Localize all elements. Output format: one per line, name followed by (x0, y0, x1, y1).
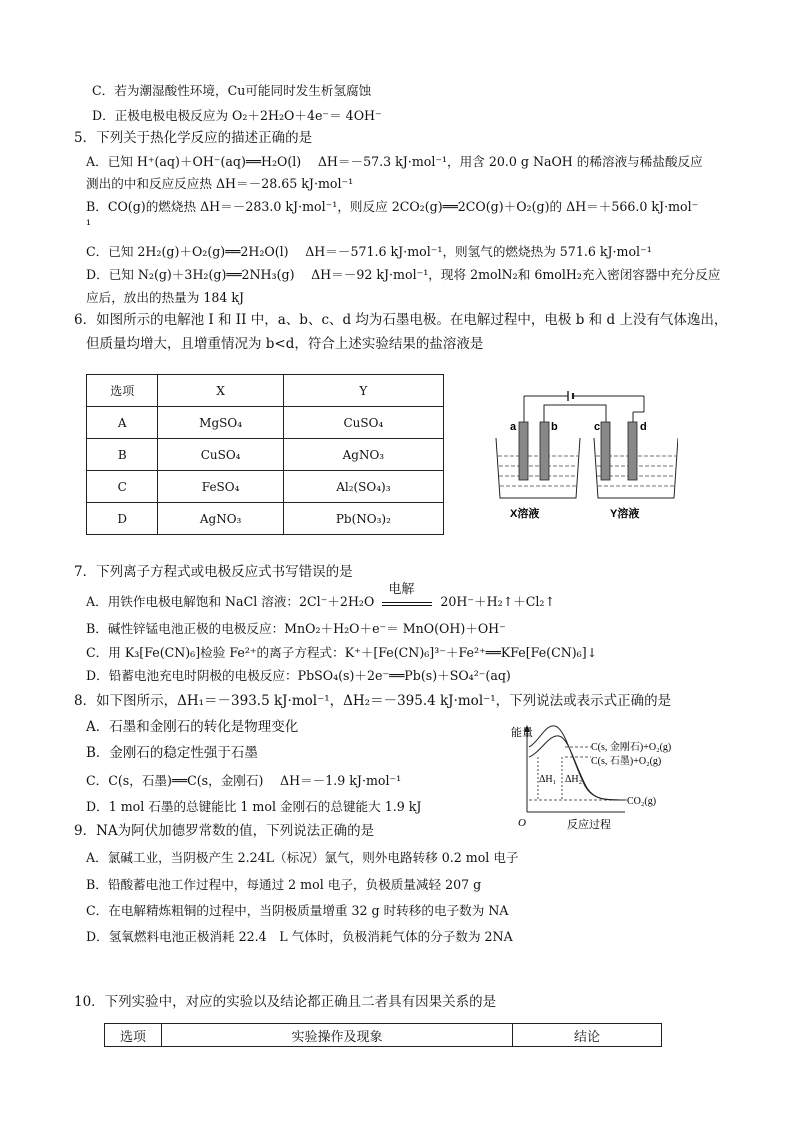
table-header-cell: 选项 (87, 375, 158, 407)
table-header-cell: 实验操作及现象 (162, 1024, 513, 1047)
table-row (87, 503, 444, 535)
electrolysis-cells-figure (488, 390, 678, 525)
q4-option-d: D．正极电极电极反应为 O₂＋2H₂O＋4e⁻＝ 4OH⁻ (92, 108, 382, 123)
table-header-cell: 选项 (105, 1024, 162, 1047)
dh2-label: ΔH₂ (565, 774, 583, 785)
table-cell: C (87, 471, 158, 503)
q8-option-c: C．C(s，石墨)══C(s，金刚石) ΔH＝－1.9 kJ·mol⁻¹ (86, 773, 402, 788)
q7-stem: 7．下列离子方程式或电极反应式书写错误的是 (74, 564, 353, 580)
table-cell: AgNO₃ (158, 503, 283, 535)
table-row (87, 471, 444, 503)
electrode-c (601, 422, 610, 480)
table-header-cell: X (158, 375, 283, 407)
electrode-c-label: c (594, 421, 601, 433)
energy-diagram (505, 722, 705, 832)
level3-label: CO₂(g) (627, 796, 657, 807)
q7-option-a (86, 582, 556, 610)
q5-option-d-line1: D．已知 N₂(g)＋3H₂(g)══2NH₃(g) ΔH＝－92 kJ·mol⁻¹，现将 2molN₂和 6molH₂充入密闭容器中充分反应 (86, 267, 721, 282)
q7-option-c: C．用 K₃[Fe(CN)₆]检验 Fe²⁺的离子方程式：K⁺＋[Fe(CN)₆]³⁻＋Fe²⁺══KFe[Fe(CN)₆]↓ (86, 645, 598, 660)
table-header-cell: Y (283, 375, 443, 407)
q7-a-left: A．用铁作电极电解饱和 NaCl 溶液：2Cl⁻＋2H₂O (86, 594, 375, 609)
q7-a-right: 20H⁻＋H₂↑＋Cl₂↑ (440, 594, 556, 609)
q5-option-d-line2: 应后，放出的热量为 184 kJ (86, 290, 245, 305)
q10-table (104, 1023, 662, 1047)
q7-option-b: B．碱性锌锰电池正极的电极反应：MnO₂＋H₂O＋e⁻＝ MnO(OH)＋OH⁻ (86, 621, 506, 636)
electrode-a-label: a (510, 421, 517, 433)
table-cell: D (87, 503, 158, 535)
q4-option-c: C．若为潮湿酸性环境，Cu可能同时发生析氢腐蚀 (92, 83, 372, 98)
q8-stem: 8．如下图所示，ΔH₁＝－393.5 kJ·mol⁻¹，ΔH₂＝－395.4 kJ·mol⁻¹，下列说法或表示式正确的是 (74, 693, 672, 709)
table-header-cell: 结论 (513, 1024, 662, 1047)
q8-option-a: A．石墨和金刚石的转化是物理变化 (86, 719, 299, 735)
q6-stem-line1: 6．如图所示的电解池 I 和 II 中，a、b、c、d 均为石墨电极。在电解过程中，电极 b 和 d 上没有气体逸出， (74, 312, 728, 328)
q5-stem: 5．下列关于热化学反应的描述正确的是 (74, 130, 313, 146)
table-cell: B (87, 439, 158, 471)
q9-option-c: C．在电解精炼粗铜的过程中，当阴极质量增重 32 g 时转移的电子数为 NA (86, 903, 509, 918)
electrolysis-arrow (382, 582, 432, 606)
q5-option-b-line1: B．CO(g)的燃烧热 ΔH＝－283.0 kJ·mol⁻¹，则反应 2CO₂(g)══2CO(g)＋O₂(g)的 ΔH＝＋566.0 kJ·mol⁻ (86, 199, 699, 214)
table-header-row (87, 375, 444, 407)
condition-label: 电解 (388, 582, 415, 597)
table-cell: Pb(NO₃)₂ (283, 503, 443, 535)
y-axis-label: 能量 (511, 727, 533, 739)
solution-x (498, 456, 578, 486)
table-cell: FeSO₄ (158, 471, 283, 503)
dh1-label: ΔH₁ (539, 774, 557, 785)
level2-label: C(s, 石墨)+O₂(g) (591, 756, 662, 767)
beaker-x (496, 438, 580, 498)
q8-option-d: D．1 mol 石墨的总键能比 1 mol 金刚石的总键能大 1.9 kJ (86, 799, 422, 814)
q5-option-a-line2: 测出的中和反应反应热 ΔH＝－28.65 kJ·mol⁻¹ (86, 176, 354, 191)
q6-options-table (86, 374, 444, 535)
q6-stem-line2: 但质量均增大，且增重情况为 b<d，符合上述实验结果的盐溶液是 (86, 336, 484, 352)
electrode-b (540, 422, 549, 480)
table-cell: CuSO₄ (283, 407, 443, 439)
table-cell: Al₂(SO₄)₃ (283, 471, 443, 503)
q10-stem: 10．下列实验中，对应的实验以及结论都正确且二者具有因果关系的是 (74, 994, 497, 1010)
q5-option-a-line1: A．已知 H⁺(aq)＋OH⁻(aq)══H₂O(l) ΔH＝－57.3 kJ·mol⁻¹，用含 20.0 g NaOH 的稀溶液与稀盐酸反应 (86, 154, 703, 169)
q9-option-a: A．氯碱工业，当阴极产生 2.24L（标况）氯气，则外电路转移 0.2 mol 电子 (86, 850, 519, 865)
level1-label: C(s, 金刚石)+O₂(g) (591, 742, 672, 753)
table-header-row (105, 1024, 662, 1047)
y-solution-label: Y溶液 (610, 508, 640, 520)
electrode-d (628, 422, 637, 480)
q8-option-b: B．金刚石的稳定性强于石墨 (86, 745, 258, 761)
electrode-a (519, 422, 528, 480)
electrode-b-label: b (551, 421, 558, 433)
table-cell: CuSO₄ (158, 439, 283, 471)
q9-option-d: D．氢氧燃料电池正极消耗 22.4 L 气体时，负极消耗气体的分子数为 2NA (86, 929, 513, 944)
q7-option-d: D．铅蓄电池充电时阴极的电极反应：PbSO₄(s)＋2e⁻══Pb(s)＋SO₄²⁻(aq) (86, 668, 511, 683)
electrode-d-label: d (640, 421, 647, 433)
origin-label: O (518, 817, 526, 829)
table-cell: A (87, 407, 158, 439)
table-cell: MgSO₄ (158, 407, 283, 439)
q9-stem: 9．NA为阿伏加德罗常数的值，下列说法正确的是 (74, 823, 375, 839)
q9-option-b: B．铅酸蓄电池工作过程中，每通过 2 mol 电子，负极质量减轻 207 g (86, 877, 482, 892)
table-cell: AgNO₃ (283, 439, 443, 471)
wire-b-to-c (544, 405, 606, 422)
q5-option-c: C．已知 2H₂(g)＋O₂(g)══2H₂O(l) ΔH＝－571.6 kJ·mol⁻¹，则氢气的燃烧热为 571.6 kJ·mol⁻¹ (86, 244, 652, 259)
x-axis-label: 反应过程 (567, 819, 611, 831)
table-row (87, 439, 444, 471)
q5-option-b-line2: ¹ (86, 217, 92, 232)
table-row (87, 407, 444, 439)
x-solution-label: X溶液 (510, 508, 540, 520)
